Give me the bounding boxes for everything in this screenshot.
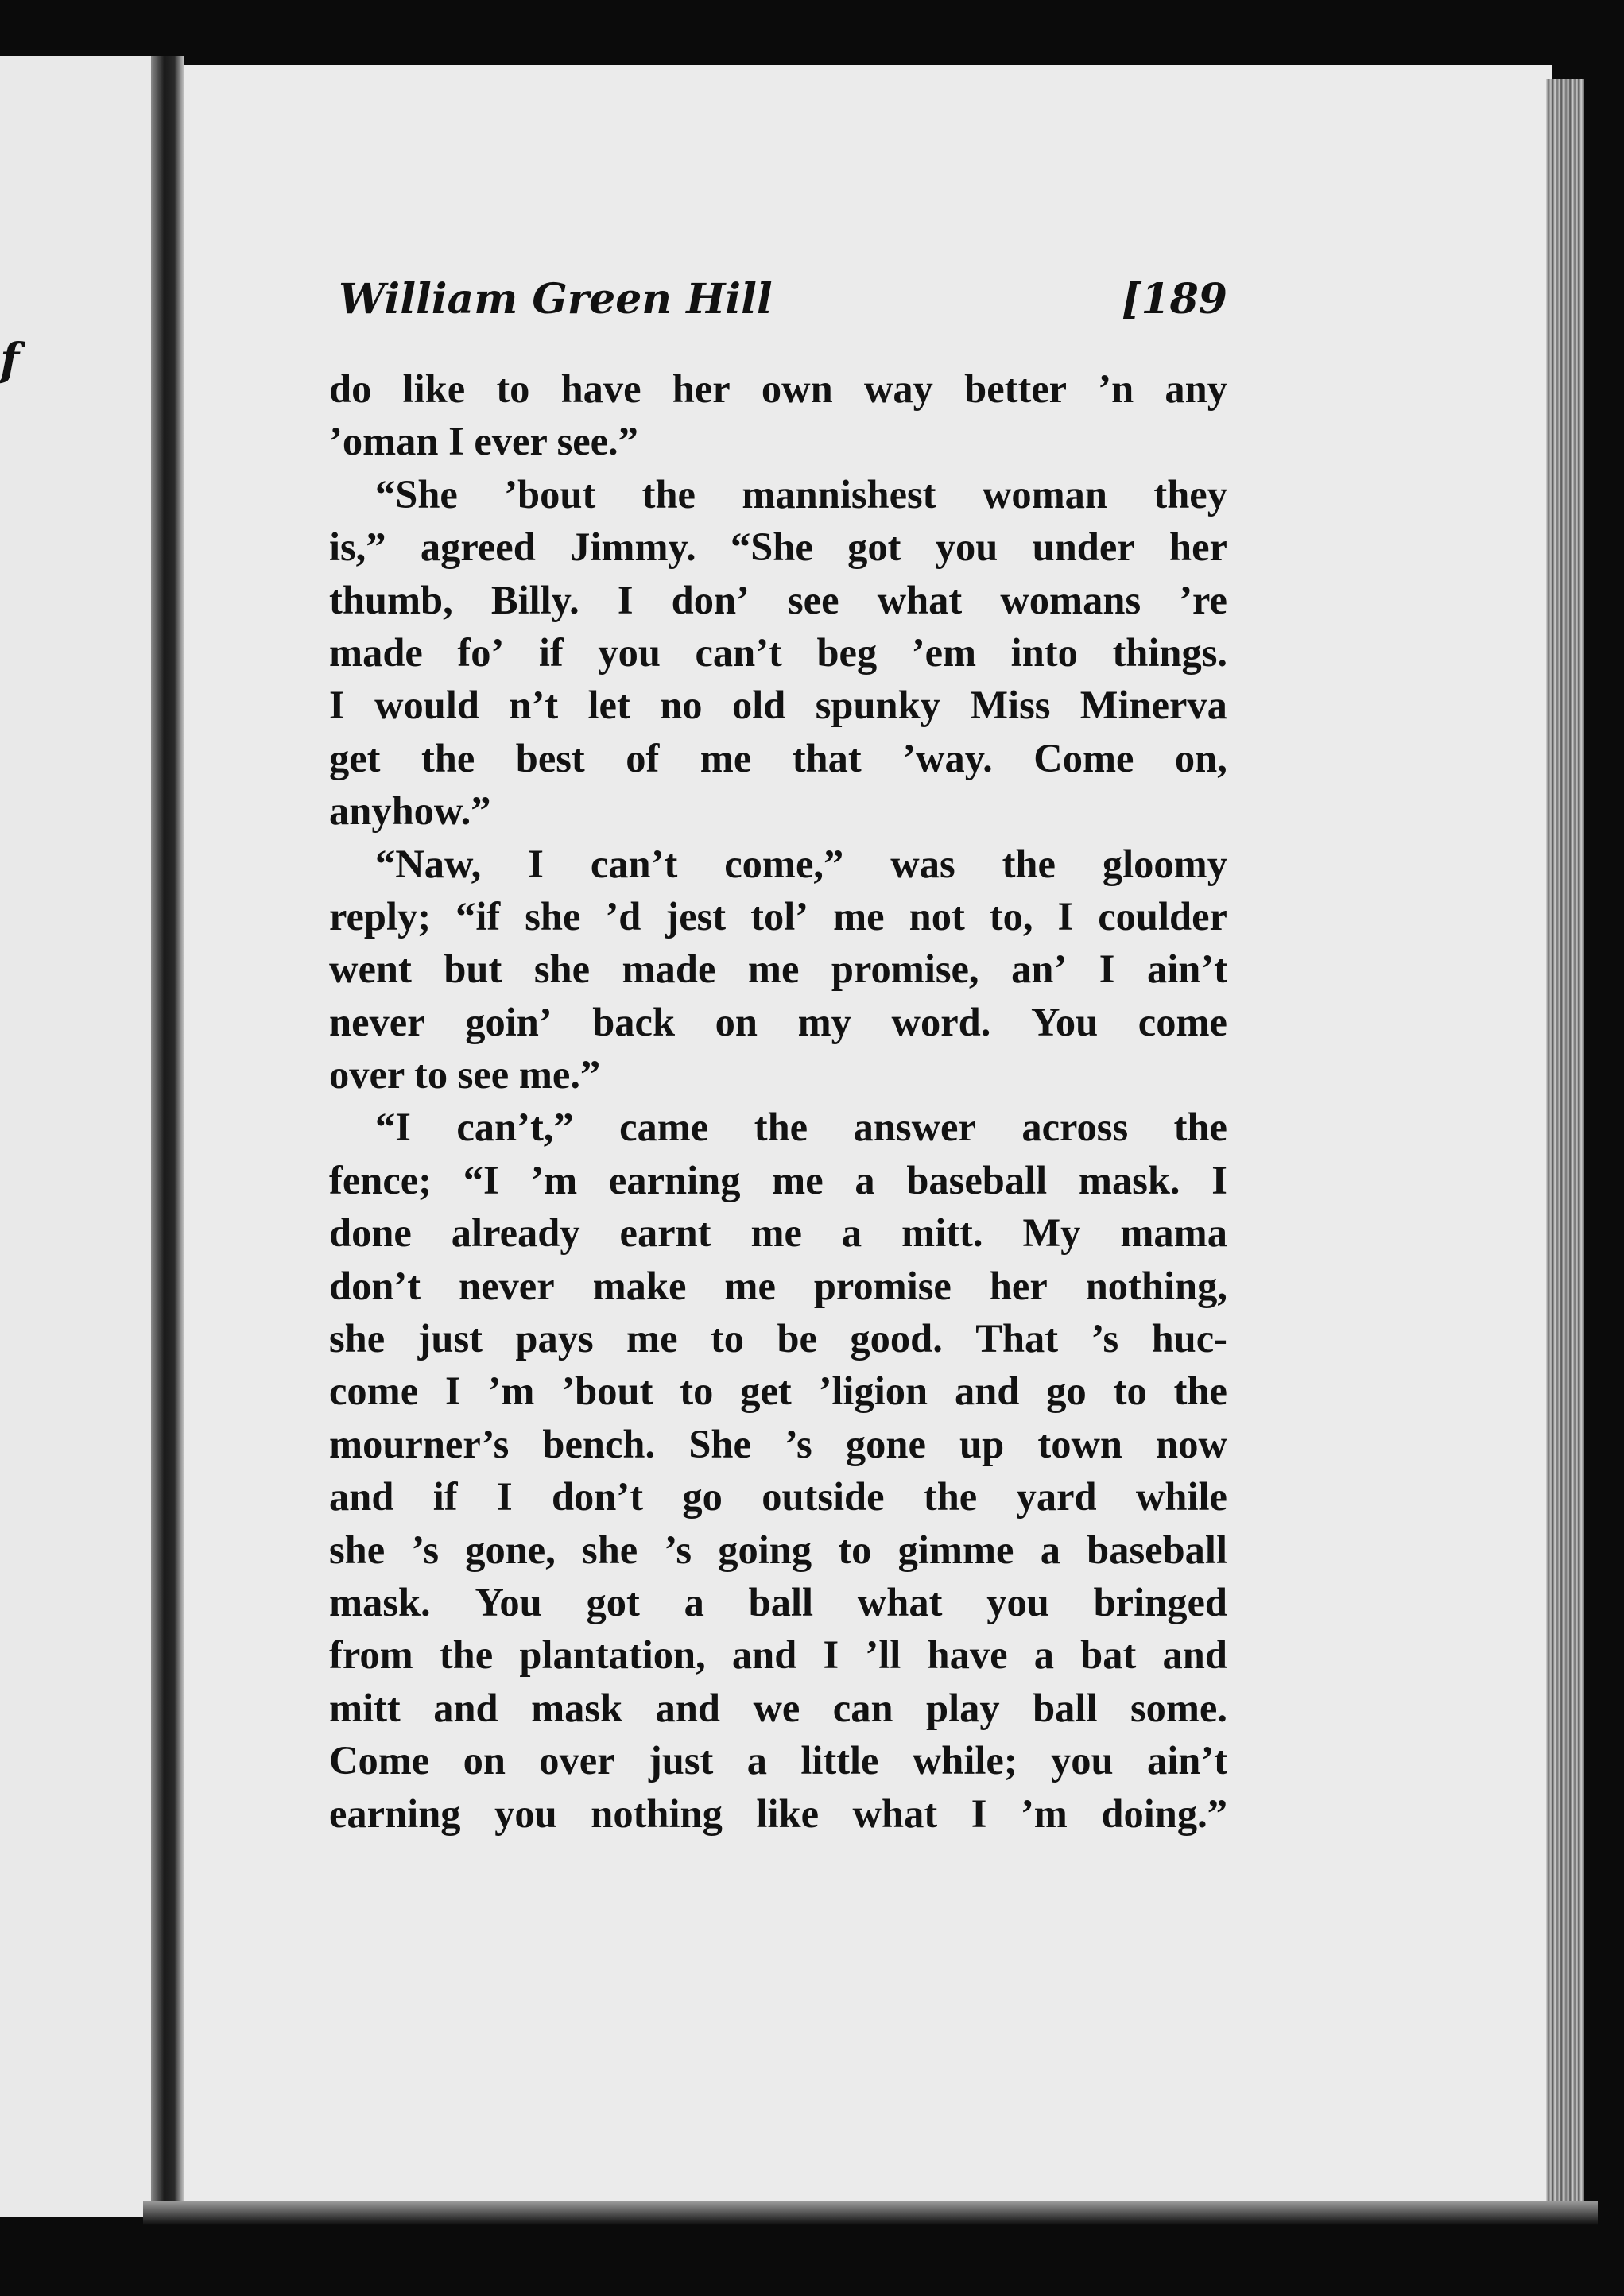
text-line: reply; “if she ’d jest tol’ me not to, I coulder [329, 893, 1227, 939]
text-line: ’oman I ever see.” [329, 419, 638, 464]
bottom-shadow [143, 2201, 1598, 2225]
text-line: mask. You got a ball what you bringed [329, 1579, 1227, 1624]
text-line: “I can’t,” came the answer across the [375, 1105, 1227, 1150]
text-line: over to see me.” [329, 1052, 601, 1098]
page-edges [1546, 79, 1584, 2217]
text-line: thumb, Billy. I don’ see what womans ’re [329, 577, 1227, 622]
text-line: went but she made me promise, an’ I ain’t [329, 947, 1227, 992]
text-line: mitt and mask and we can play ball some. [329, 1685, 1227, 1730]
text-line: done already earnt me a mitt. My mama [329, 1210, 1227, 1256]
text-line: fence; “I ’m earning me a baseball mask. I [329, 1157, 1227, 1202]
text-line: Come on over just a little while; you ain’t [329, 1738, 1227, 1783]
text-line: is,” agreed Jimmy. “She got you under her [329, 525, 1227, 570]
text-line: made fo’ if you can’t beg ’em into things. [329, 629, 1227, 675]
body-text [329, 362, 1227, 1840]
page-number: [189 [1121, 275, 1227, 323]
text-line: “Naw, I can’t come,” was the gloomy [375, 841, 1227, 886]
text-line: come I ’m ’bout to get ’ligion and go to the [329, 1369, 1227, 1414]
book-gutter [151, 56, 184, 2217]
text-line: she ’s gone, she ’s going to gimme a baseball [329, 1527, 1227, 1572]
left-page-edge [0, 56, 167, 2217]
text-line: don’t never make me promise her nothing, [329, 1263, 1227, 1308]
text-line: do like to have her own way better ’n any [329, 366, 1227, 411]
text-line: get the best of me that ’way. Come on, [329, 735, 1227, 780]
text-line: anyhow.” [329, 788, 491, 834]
running-title: William Green Hill [339, 275, 773, 323]
text-line: never goin’ back on my word. You come [329, 999, 1227, 1044]
text-line: “She ’bout the mannishest woman they [375, 471, 1227, 517]
running-head [339, 275, 1227, 331]
left-page-edge-mark: f [0, 334, 20, 386]
text-line: earning you nothing like what I ’m doing.” [329, 1791, 1227, 1836]
text-line: I would n’t let no old spunky Miss Minerva [329, 683, 1227, 728]
text-line: she just pays me to be good. That ’s huc- [329, 1316, 1227, 1361]
text-line: and if I don’t go outside the yard while [329, 1474, 1227, 1520]
text-line: from the plantation, and I ’ll have a bat and [329, 1632, 1227, 1678]
text-line: mourner’s bench. She ’s gone up town now [329, 1421, 1227, 1466]
